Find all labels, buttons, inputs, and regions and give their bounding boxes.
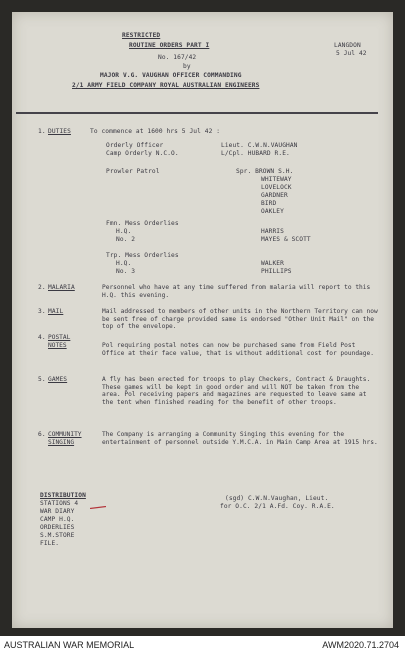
item-number: 3. — [38, 308, 46, 315]
orderly-nco-name: L/Cpl. HUBARD R.E. — [221, 150, 290, 157]
document-date: 5 Jul 42 — [336, 50, 367, 57]
distribution-line: WAR DIARY — [40, 508, 75, 515]
patrol-name: GARDNER — [261, 192, 288, 199]
item-label-community-singing: COMMUNITY SINGING — [48, 431, 82, 446]
archive-accession-number: AWM2020.71.2704 — [322, 640, 399, 650]
mess-orderly-name: MAYES & SCOTT — [261, 236, 311, 243]
document-title: ROUTINE ORDERS PART I — [129, 42, 210, 49]
order-number: No. 167/42 — [158, 54, 197, 61]
mess-orderly-name: PHILLIPS — [261, 268, 292, 275]
item-label-games: GAMES — [48, 376, 68, 383]
duties-label: DUTIES — [48, 128, 71, 135]
mess-orderlies-sub: No. 3 — [116, 268, 136, 275]
patrol-name: WHITEWAY — [261, 176, 292, 183]
mess-orderlies-label: Fmn. Mess Orderlies — [106, 220, 179, 227]
archive-caption — [0, 636, 405, 653]
mess-orderlies-label: Trp. Mess Orderlies — [106, 252, 179, 259]
item-text-postal-notes: Pol requiring postal notes can now be purchased same from Field Post Office at their face value, that is without additional cost for poundage. — [102, 342, 374, 357]
item-label-mail: MAIL — [48, 308, 64, 315]
patrol-name: Spr. BROWN S.H. — [236, 168, 294, 175]
distribution-line: CAMP H.Q. — [40, 516, 75, 523]
item-label-postal-notes: POSTAL NOTES — [48, 334, 71, 349]
orderly-officer-name: Lieut. C.W.N.VAUGHAN — [221, 142, 298, 149]
by-line: by — [183, 63, 191, 70]
item-text-community-singing: The Company is arranging a Community Singing this evening for the entertainment of personnel outside Y.M.C.A. in Main Camp Area at 1915 hrs. — [102, 431, 378, 446]
archive-name: AUSTRALIAN WAR MEMORIAL — [4, 640, 135, 650]
patrol-name: LOVELOCK — [261, 184, 292, 191]
classification: RESTRICTED — [122, 32, 161, 39]
orderly-officer-label: Orderly Officer — [106, 142, 164, 149]
copy-ref: LANGDON — [334, 42, 361, 49]
distribution-line: S.M.STORE — [40, 532, 75, 539]
prowler-patrol-label: Prowler Patrol — [106, 168, 160, 175]
distribution-line: STATIONS 4 — [40, 500, 79, 507]
item-number: 2. — [38, 284, 46, 291]
distribution-line: ORDERLIES — [40, 524, 75, 531]
signature-for-line: for O.C. 2/1 A.Fd. Coy. R.A.E. — [220, 503, 335, 510]
item-text-malaria: Personnel who have at any time suffered from malaria will report to this H.Q. this evening. — [102, 284, 371, 299]
mess-orderly-name: HARRIS — [261, 228, 284, 235]
patrol-name: OAKLEY — [261, 208, 284, 215]
duties-intro: To commence at 1600 hrs 5 Jul 42 : — [90, 128, 221, 135]
orderly-nco-label: Camp Orderly N.C.O. — [106, 150, 179, 157]
item-text-games: A fly has been erected for troops to play Checkers, Contract & Draughts. These games will be kept in good order and will NOT be taken from the area. Pol receiving papers and magazines are requested to leave same at the tent when finished reading for the benefit of other troops. — [102, 376, 371, 406]
item-text-mail: Mail addressed to members of other units in the Northern Territory can now be sent free of charge provided same is endorsed "Other Unit Mail" on the top of the envelope. — [102, 308, 378, 331]
duties-number: 1. — [38, 128, 46, 135]
distribution-heading: DISTRIBUTION — [40, 492, 86, 499]
document-page — [12, 12, 393, 628]
item-number: 4. — [38, 334, 46, 341]
mess-orderlies-sub: No. 2 — [116, 236, 136, 243]
mess-orderlies-sub: H.Q. — [116, 260, 132, 267]
red-pen-mark — [90, 506, 106, 509]
item-label-malaria: MALARIA — [48, 284, 75, 291]
unit-name: 2/1 ARMY FIELD COMPANY ROYAL AUSTRALIAN ENGINEERS — [72, 82, 260, 89]
mess-orderly-name: WALKER — [261, 260, 284, 267]
item-number: 5. — [38, 376, 46, 383]
distribution-line: FILE. — [40, 540, 60, 547]
mess-orderlies-sub: H.Q. — [116, 228, 132, 235]
item-number: 6. — [38, 431, 46, 438]
header-rule — [16, 112, 378, 114]
patrol-name: BIRD — [261, 200, 277, 207]
signature-line: (sgd) C.W.N.Vaughan, Lieut. — [225, 495, 329, 502]
commanding-officer: MAJOR V.G. VAUGHAN OFFICER COMMANDING — [100, 72, 242, 79]
